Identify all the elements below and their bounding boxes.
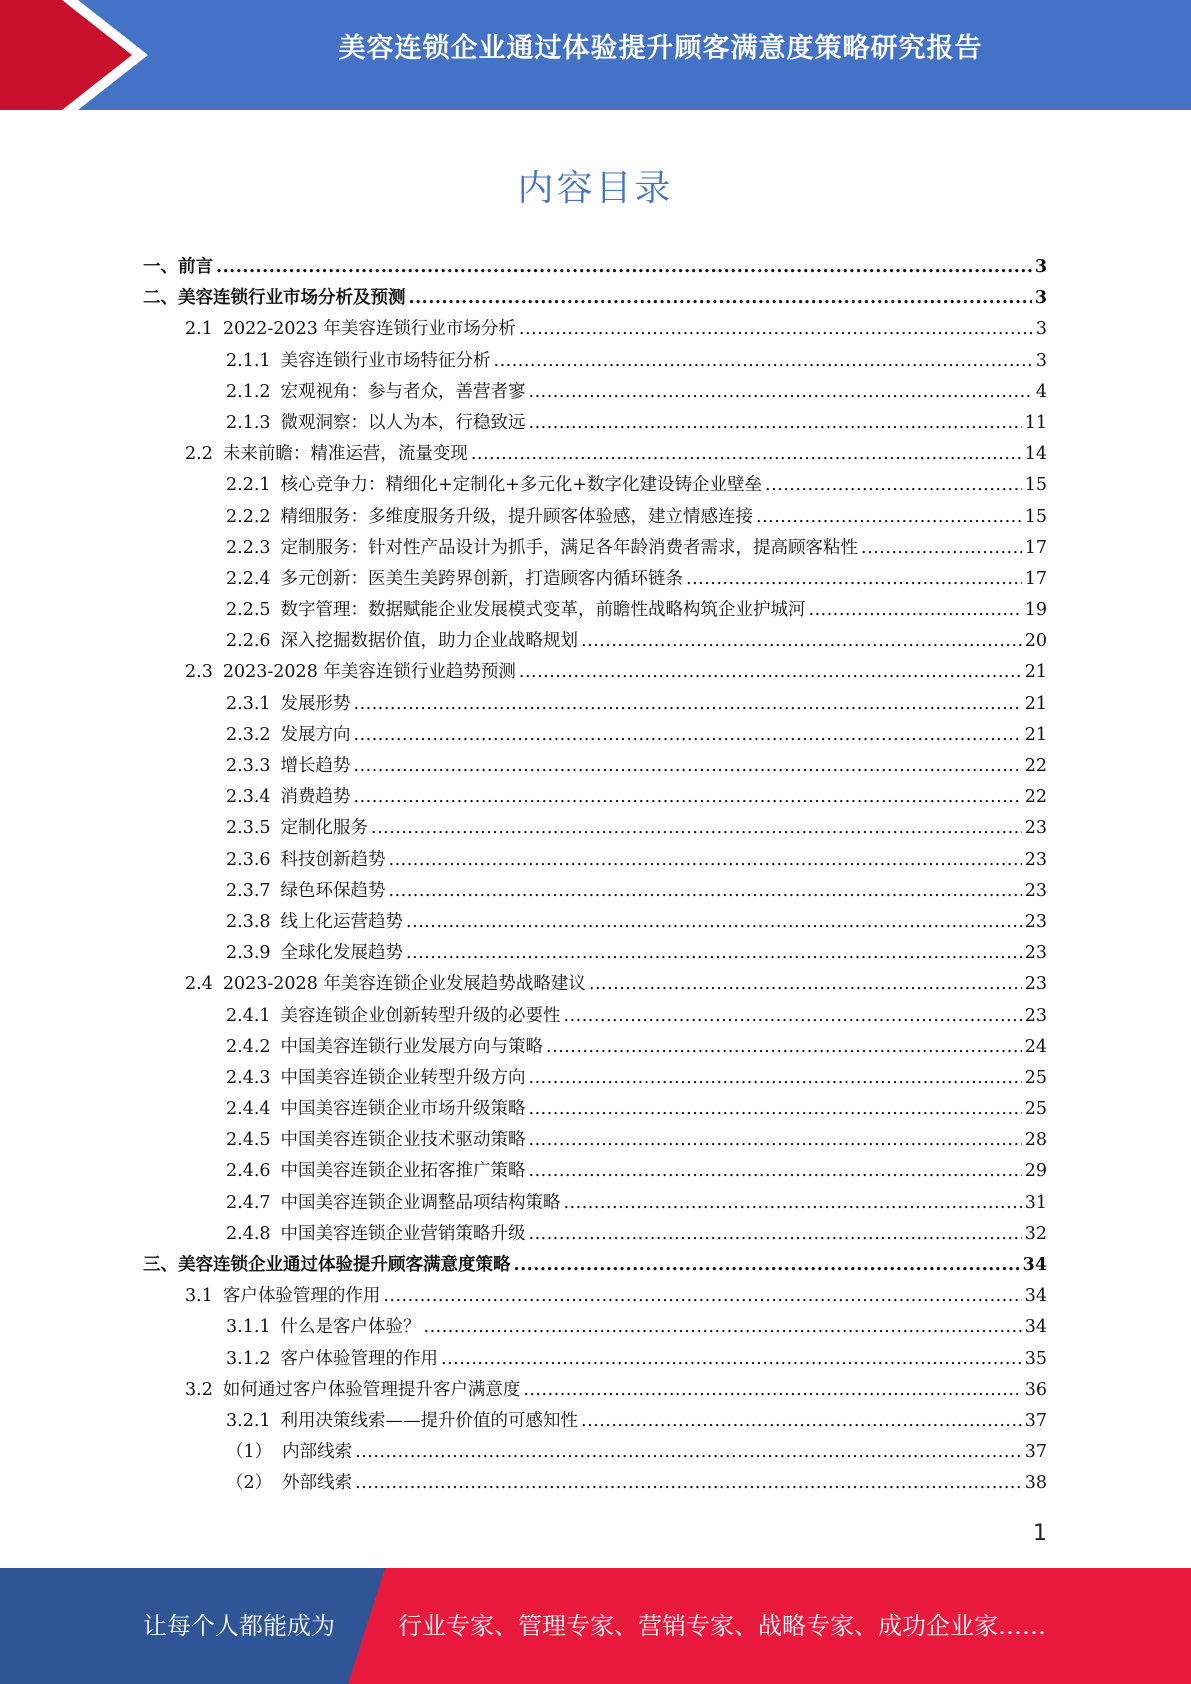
toc-leader-dots <box>756 507 1022 527</box>
toc-entry-number: 2.2.1 <box>226 475 271 496</box>
toc-entry-title: 客户体验管理的作用 <box>280 1348 439 1369</box>
toc-entry-title: 中国美容连锁行业发展方向与策略 <box>280 1036 544 1057</box>
toc-leader-dots <box>354 725 1022 745</box>
toc-entry-page: 3 <box>1035 350 1047 371</box>
toc-leader-dots <box>216 257 1032 277</box>
toc-entry-number: 2.2.3 <box>226 537 271 558</box>
toc-entry[interactable] <box>143 783 1047 814</box>
toc-entry[interactable] <box>143 565 1047 596</box>
toc-leader-dots <box>519 662 1022 682</box>
toc-leader-dots <box>494 351 1033 371</box>
toc-entry-number: 2.3.5 <box>226 818 271 839</box>
toc-entry-page: 35 <box>1024 1348 1047 1369</box>
toc-entry-page: 23 <box>1024 1005 1047 1026</box>
toc-entry-title: 中国美容连锁企业营销策略升级 <box>280 1223 526 1244</box>
toc-entry[interactable] <box>143 1376 1047 1407</box>
toc-entry-page: 22 <box>1024 787 1047 808</box>
toc-leader-dots <box>471 444 1022 464</box>
toc-entry-page: 29 <box>1024 1161 1047 1182</box>
toc-leader-dots <box>564 1006 1022 1026</box>
toc-leader-dots <box>371 818 1022 838</box>
toc-entry-number: 2.2.6 <box>226 631 271 652</box>
toc-entry-number: 2.4.5 <box>226 1130 271 1151</box>
toc-leader-dots <box>529 382 1033 402</box>
toc-entry-number: 2.4.7 <box>226 1192 271 1213</box>
toc-entry-page: 38 <box>1024 1473 1047 1494</box>
toc-entry[interactable] <box>143 253 1047 284</box>
footer-slogan-right: 行业专家、管理专家、营销专家、战略专家、成功企业家…… <box>398 1612 1046 1640</box>
toc-entry-page: 28 <box>1024 1130 1047 1151</box>
toc-entry[interactable] <box>143 1064 1047 1095</box>
toc-leader-dots <box>581 631 1022 651</box>
toc-entry-title: 中国美容连锁企业转型升级方向 <box>280 1067 526 1088</box>
toc-entry-number: 3.1.2 <box>226 1348 271 1369</box>
toc-entry-title: 2023-2028 年美容连锁行业趋势预测 <box>222 662 516 683</box>
toc-entry-page: 11 <box>1024 412 1047 433</box>
toc-entry[interactable] <box>143 534 1047 565</box>
toc-leader-dots <box>409 288 1032 308</box>
toc-leader-dots <box>355 1442 1022 1462</box>
toc-leader-dots <box>529 1099 1022 1119</box>
toc-entry[interactable] <box>143 1407 1047 1438</box>
toc-entry-page: 17 <box>1024 537 1047 558</box>
toc-entry[interactable] <box>143 1469 1047 1500</box>
toc-leader-dots <box>389 881 1022 901</box>
toc-entry[interactable] <box>143 1126 1047 1157</box>
toc-entry-page: 22 <box>1024 756 1047 776</box>
toc-leader-dots <box>581 1411 1022 1431</box>
toc-leader-dots <box>354 756 1022 776</box>
toc-leader-dots <box>546 1037 1022 1057</box>
toc-entry[interactable] <box>143 315 1047 346</box>
toc-entry-number: 2.1 <box>185 319 213 340</box>
toc-entry-number: 2.3.8 <box>226 911 271 932</box>
header-band <box>0 0 1191 110</box>
page-number: 1 <box>1033 1521 1047 1546</box>
report-title: 美容连锁企业通过体验提升顾客满意度策略研究报告 <box>338 33 983 64</box>
toc-entry-number: 2.1.2 <box>226 381 271 402</box>
footer-slogan-left: 让每个人都能成为 <box>143 1612 335 1640</box>
toc-entry-page: 23 <box>1024 943 1047 964</box>
toc-entry[interactable] <box>143 284 1047 315</box>
toc-entry-title: 增长趋势 <box>280 756 351 776</box>
toc-entry-page: 23 <box>1024 849 1047 870</box>
toc-entry-title: 线上化运营趋势 <box>280 911 404 932</box>
toc-leader-dots <box>424 1317 1022 1337</box>
toc-entry-title: 未来前瞻：精准运营，流量变现 <box>222 444 468 465</box>
toc-entry[interactable] <box>143 690 1047 721</box>
toc-entry[interactable] <box>143 1313 1047 1344</box>
toc-entry-number: 2.1.3 <box>226 412 271 433</box>
toc-entry-number: 3.2.1 <box>226 1410 271 1431</box>
toc-entry[interactable] <box>143 596 1047 627</box>
toc-entry[interactable] <box>143 1282 1047 1313</box>
toc-entry-title: 定制化服务 <box>280 818 369 839</box>
toc-entry-number: 2.2.2 <box>226 506 271 527</box>
toc-entry-page: 3 <box>1034 288 1047 309</box>
toc-entry-title: 中国美容连锁企业技术驱动策略 <box>280 1130 526 1151</box>
toc-entry-page: 24 <box>1024 1036 1047 1057</box>
toc-entry-title: 利用决策线索——提升价值的可感知性 <box>280 1410 579 1431</box>
toc-entry[interactable] <box>143 471 1047 502</box>
toc-leader-dots <box>514 1255 1020 1275</box>
toc-entry[interactable] <box>143 970 1047 1001</box>
toc-entry-number: 2.4.1 <box>226 1005 271 1026</box>
toc-entry-page: 19 <box>1024 600 1047 621</box>
toc-entry-title: 中国美容连锁企业调整品项结构策略 <box>280 1192 561 1213</box>
toc-entry-title: 消费趋势 <box>280 787 351 808</box>
toc-entry-page: 21 <box>1024 693 1047 714</box>
toc-entry-page: 34 <box>1022 1255 1047 1275</box>
toc-entry-number: 2.3.9 <box>226 943 271 964</box>
toc-leader-dots <box>809 600 1022 620</box>
toc-entry[interactable] <box>143 939 1047 970</box>
toc-entry-page: 23 <box>1024 974 1047 995</box>
toc-leader-dots <box>406 912 1022 932</box>
toc-entry-number: 2.2 <box>185 444 213 465</box>
toc-leader-dots <box>523 1380 1021 1400</box>
toc-entry-number: 2.4.6 <box>226 1161 271 1182</box>
toc-leader-dots <box>354 694 1022 714</box>
toc-entry-number: 2.3.4 <box>226 787 271 808</box>
toc-leader-dots <box>441 1349 1022 1369</box>
toc-entry-title: 外部线索 <box>282 1473 353 1494</box>
toc-leader-dots <box>529 1068 1022 1088</box>
toc-leader-dots <box>406 943 1022 963</box>
toc-entry-number: 2.3.7 <box>226 880 271 901</box>
toc-entry-page: 32 <box>1024 1223 1047 1244</box>
toc-entry-number: 3.1 <box>185 1286 213 1307</box>
toc-leader-dots <box>529 413 1022 433</box>
toc-entry-number: 2.4.8 <box>226 1223 271 1244</box>
toc-entry[interactable] <box>143 1438 1047 1469</box>
toc-entry-title: 发展形势 <box>280 693 351 714</box>
toc-entry-page: 23 <box>1024 911 1047 932</box>
footer-band <box>0 1568 1191 1684</box>
table-of-contents <box>143 253 1047 1501</box>
toc-entry[interactable] <box>143 1095 1047 1126</box>
toc-entry[interactable] <box>143 1220 1047 1251</box>
toc-entry[interactable] <box>143 503 1047 534</box>
toc-entry-title: 美容连锁行业市场分析及预测 <box>178 288 406 309</box>
toc-entry-title: 微观洞察：以人为本，行稳致远 <box>280 412 526 433</box>
toc-entry-number: 2.3.6 <box>226 849 271 870</box>
toc-entry-title: 核心竞争力：精细化+定制化+多元化+数字化建设铸企业壁垒 <box>280 475 763 496</box>
toc-entry-title: 发展方向 <box>280 724 351 745</box>
toc-leader-dots <box>765 475 1022 495</box>
toc-entry[interactable] <box>143 658 1047 689</box>
toc-leader-dots <box>519 319 1033 339</box>
toc-entry-page: 4 <box>1035 381 1047 402</box>
toc-entry-title: 2023-2028 年美容连锁企业发展趋势战略建议 <box>222 974 586 995</box>
toc-entry[interactable] <box>143 378 1047 409</box>
toc-entry-page: 25 <box>1024 1099 1047 1120</box>
toc-leader-dots <box>589 974 1022 994</box>
toc-entry-number: 三、 <box>143 1255 178 1275</box>
toc-entry-number: 3.2 <box>185 1379 213 1400</box>
toc-entry[interactable] <box>143 1251 1047 1282</box>
toc-entry-page: 20 <box>1024 631 1047 652</box>
toc-entry-title: 科技创新趋势 <box>280 849 386 870</box>
toc-entry-title: 美容连锁行业市场特征分析 <box>280 350 491 371</box>
toc-entry-number: 二、 <box>143 288 178 309</box>
toc-entry-title: 数字管理：数据赋能企业发展模式变革，前瞻性战略构筑企业护城河 <box>280 600 806 621</box>
toc-entry[interactable] <box>143 1345 1047 1376</box>
toc-entry-page: 25 <box>1024 1067 1047 1088</box>
toc-entry-number: 2.4.3 <box>226 1067 271 1088</box>
toc-entry[interactable] <box>143 752 1047 783</box>
toc-entry[interactable] <box>143 908 1047 939</box>
toc-entry-title: 深入挖掘数据价值，助力企业战略规划 <box>280 631 579 652</box>
toc-entry[interactable] <box>143 814 1047 845</box>
toc-entry-title: 内部线索 <box>282 1442 353 1463</box>
toc-entry[interactable] <box>143 1033 1047 1064</box>
toc-entry-number: 2.2.4 <box>226 568 271 589</box>
toc-entry-page: 3 <box>1034 257 1047 277</box>
toc-entry-title: 客户体验管理的作用 <box>222 1286 381 1307</box>
toc-entry-number: 2.4.2 <box>226 1036 271 1057</box>
toc-entry-number: 2.3.1 <box>226 693 271 714</box>
toc-entry-number: 2.2.5 <box>226 600 271 621</box>
toc-leader-dots <box>529 1224 1022 1244</box>
toc-entry-number: 2.3.2 <box>226 724 271 745</box>
toc-entry[interactable] <box>143 409 1047 440</box>
toc-entry-page: 36 <box>1024 1379 1047 1400</box>
toc-entry-number: 2.4 <box>185 974 213 995</box>
toc-leader-dots <box>529 1130 1022 1150</box>
toc-entry-page: 21 <box>1024 662 1047 683</box>
toc-entry-page: 37 <box>1024 1442 1047 1463</box>
toc-leader-dots <box>529 1161 1022 1181</box>
toc-entry-title: 美容连锁企业通过体验提升顾客满意度策略 <box>178 1255 511 1275</box>
toc-entry-title: 2022-2023 年美容连锁行业市场分析 <box>222 319 516 340</box>
toc-entry[interactable] <box>143 846 1047 877</box>
toc-leader-dots <box>383 1286 1021 1306</box>
toc-entry[interactable] <box>143 627 1047 658</box>
toc-entry-page: 34 <box>1024 1317 1047 1338</box>
toc-entry-page: 15 <box>1024 506 1047 527</box>
toc-entry-title: 中国美容连锁企业市场升级策略 <box>280 1099 526 1120</box>
toc-entry-title: 全球化发展趋势 <box>280 943 404 964</box>
toc-entry[interactable] <box>143 1002 1047 1033</box>
toc-entry[interactable] <box>143 1157 1047 1188</box>
toc-entry[interactable] <box>143 877 1047 908</box>
toc-entry-number: 2.1.1 <box>226 350 271 371</box>
toc-entry-title: 精细服务：多维度服务升级，提升顾客体验感，建立情感连接 <box>280 506 754 527</box>
toc-entry[interactable] <box>143 1189 1047 1220</box>
toc-entry-page: 14 <box>1024 444 1047 465</box>
toc-leader-dots <box>355 1473 1022 1493</box>
toc-title: 内容目录 <box>517 168 674 209</box>
toc-leader-dots <box>686 569 1022 589</box>
toc-leader-dots <box>564 1193 1022 1213</box>
toc-entry-title: 如何通过客户体验管理提升客户满意度 <box>222 1379 521 1400</box>
toc-entry-page: 17 <box>1024 568 1047 589</box>
toc-entry-title: 绿色环保趋势 <box>280 880 386 901</box>
toc-entry[interactable] <box>143 440 1047 471</box>
toc-entry-page: 3 <box>1035 319 1047 340</box>
toc-entry-page: 15 <box>1024 475 1047 496</box>
toc-entry-title: 多元创新：医美生美跨界创新，打造顾客内循环链条 <box>280 568 684 589</box>
toc-entry-number: 2.3 <box>185 662 213 683</box>
toc-entry-number: 2.4.4 <box>226 1099 271 1120</box>
toc-entry-page: 21 <box>1024 724 1047 745</box>
toc-leader-dots <box>861 538 1022 558</box>
toc-entry-page: 23 <box>1024 818 1047 839</box>
toc-entry-title: 定制服务：针对性产品设计为抓手，满足各年龄消费者需求，提高顾客粘性 <box>280 537 859 558</box>
toc-entry-number: 一、 <box>143 257 178 277</box>
toc-entry[interactable] <box>143 721 1047 752</box>
toc-entry-number: 2.3.3 <box>226 756 271 776</box>
toc-entry-number: （1） <box>226 1442 273 1463</box>
toc-leader-dots <box>389 850 1022 870</box>
toc-entry-page: 37 <box>1024 1410 1047 1431</box>
toc-entry-title: 美容连锁企业创新转型升级的必要性 <box>280 1005 561 1026</box>
toc-entry-title: 宏观视角：参与者众，善营者寥 <box>280 381 526 402</box>
toc-leader-dots <box>354 787 1022 807</box>
toc-entry-number: （2） <box>226 1473 273 1494</box>
toc-entry[interactable] <box>143 347 1047 378</box>
toc-entry-title: 前言 <box>178 257 213 277</box>
toc-entry-title: 什么是客户体验？ <box>280 1317 421 1338</box>
toc-entry-number: 3.1.1 <box>226 1317 271 1338</box>
toc-entry-page: 23 <box>1024 880 1047 901</box>
toc-entry-title: 中国美容连锁企业拓客推广策略 <box>280 1161 526 1182</box>
toc-entry-page: 31 <box>1024 1192 1047 1213</box>
toc-entry-page: 34 <box>1024 1286 1047 1307</box>
